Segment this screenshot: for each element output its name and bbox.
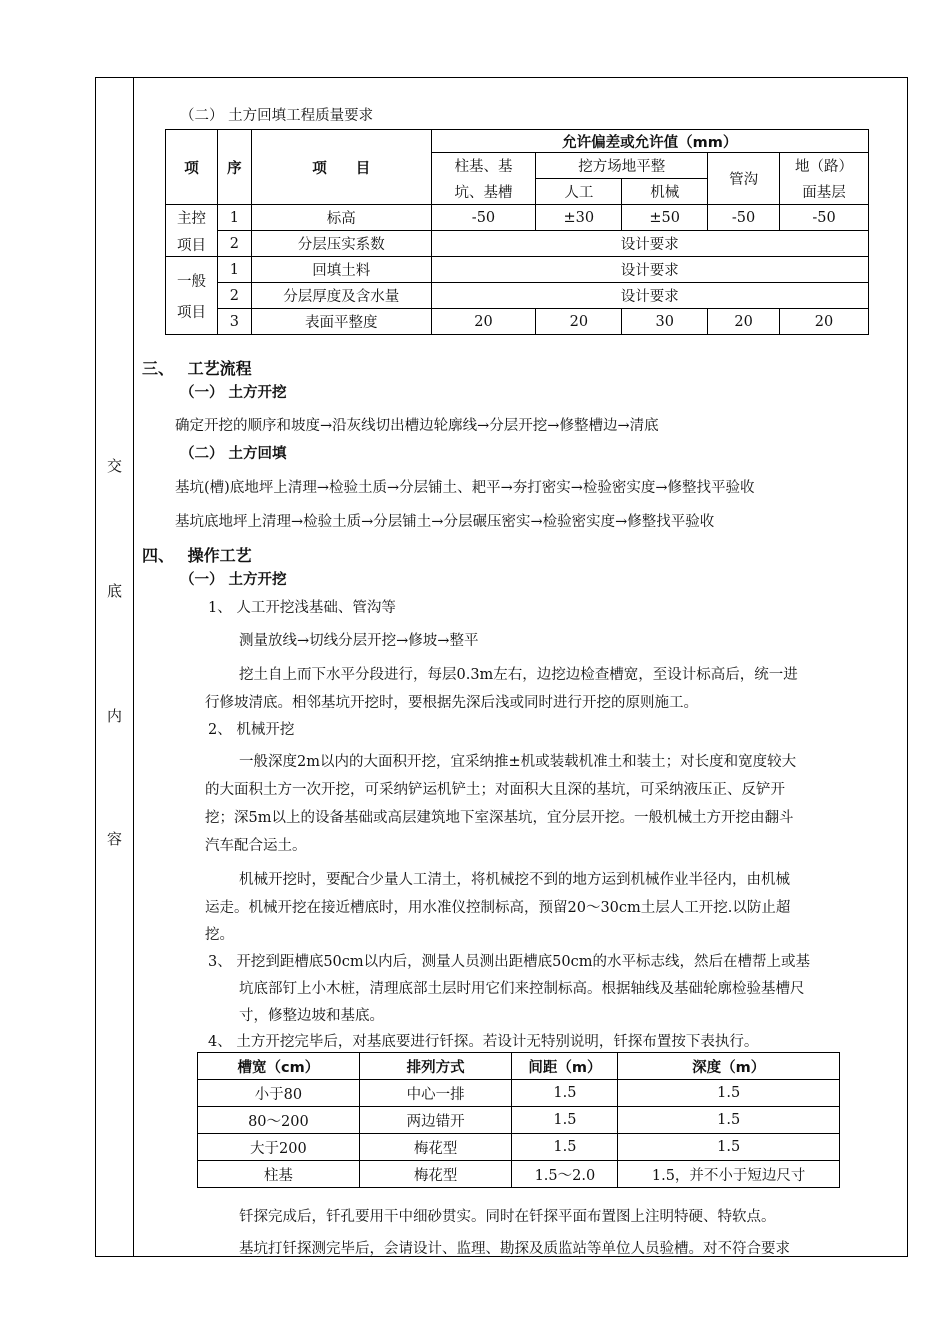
header-cell: 允许偏差或允许值（mm） xyxy=(431,130,868,153)
table-cell: 标高 xyxy=(251,205,431,231)
table-cell: 30 xyxy=(622,309,708,335)
table-cell: -50 xyxy=(431,205,536,231)
table-cell: 梅花型 xyxy=(359,1161,512,1188)
subsection-title: （二） 土方回填 xyxy=(180,446,287,462)
table-cell: 80～200 xyxy=(198,1107,360,1134)
header-cell: 挖方场地平整 xyxy=(536,153,708,179)
table-cell: 20 xyxy=(708,309,780,335)
table-cell: 20 xyxy=(780,309,869,335)
paragraph: 基坑(槽)底地坪上清理→检验土质→分层铺土、耙平→夯打密实→检验密实度→修整找平验收 xyxy=(175,480,755,496)
table-cell: 20 xyxy=(536,309,622,335)
section-title: 三、 工艺流程 xyxy=(142,359,252,378)
subsection-title: （一） 土方开挖 xyxy=(180,385,287,401)
item-title: 1、 人工开挖浅基础、管沟等 xyxy=(208,600,396,616)
paragraph-line: 3、 开挖到距槽底50cm以内后，测量人员测出距槽底50cm的水平标志线，然后在槽帮上或基 xyxy=(208,954,810,970)
header-cell: 排列方式 xyxy=(359,1053,512,1080)
group-label: 一般 xyxy=(176,273,206,290)
header-cell: 坑、基槽 xyxy=(431,179,536,205)
header-cell: 面基层 xyxy=(780,179,869,205)
paragraph-line: 挖土自上而下水平分段进行，每层0.3m左右，边挖边检查槽宽，至设计标高后，统一进 xyxy=(239,667,798,683)
table-cell: 分层厚度及含水量 xyxy=(251,283,431,309)
table-cell: 两边错开 xyxy=(359,1107,512,1134)
paragraph-line: 基坑打钎探测完毕后，会请设计、监理、勘探及质监站等单位人员验槽。对不符合要求 xyxy=(239,1241,790,1257)
table-cell: 中心一排 xyxy=(359,1080,512,1107)
table-cell: -50 xyxy=(708,205,780,231)
side-label-char: 容 xyxy=(106,830,122,848)
group-label: 项目 xyxy=(176,237,206,254)
table-cell: 设计要求 xyxy=(431,257,868,283)
table-cell: 1.5 xyxy=(618,1134,840,1161)
paragraph: 确定开挖的顺序和坡度→沿灰线切出槽边轮廓线→分层开挖→修整槽边→清底 xyxy=(175,418,659,434)
section-heading: （二） 土方回填工程质量要求 xyxy=(180,108,374,124)
table-cell: ±50 xyxy=(622,205,708,231)
table-cell: 1.5 xyxy=(512,1107,618,1134)
side-label-char: 内 xyxy=(106,707,122,725)
table-cell: 设计要求 xyxy=(431,283,868,309)
subsection-title: （一） 土方开挖 xyxy=(180,572,287,588)
header-cell: 地（路） xyxy=(780,153,869,179)
paragraph-line: 钎探完成后，钎孔要用干中细砂贯实。同时在钎探平面布置图上注明特硬、特软点。 xyxy=(239,1209,776,1225)
paragraph-line: 寸，修整边坡和基底。 xyxy=(239,1008,384,1024)
table-cell: 1.5 xyxy=(512,1134,618,1161)
table-cell: 小于80 xyxy=(198,1080,360,1107)
table-cell: ±30 xyxy=(536,205,622,231)
table-cell: 3 xyxy=(217,309,251,335)
table-row xyxy=(198,1080,840,1107)
paragraph-line: 坑底部钉上小木桩，清理底部土层时用它们来控制标高。根据轴线及基础轮廓检验基槽尺 xyxy=(239,981,805,997)
table-cell: 1.5 xyxy=(618,1107,840,1134)
paragraph-line: 4、 土方开挖完毕后，对基底要进行钎探。若设计无特别说明，钎探布置按下表执行。 xyxy=(208,1034,759,1050)
section-title: 四、 操作工艺 xyxy=(142,546,252,565)
header-cell: 人工 xyxy=(536,179,622,205)
side-label-char: 交 xyxy=(106,457,122,475)
group-label: 主控 xyxy=(176,210,206,227)
paragraph-line: 挖；深5m以上的设备基础或高层建筑地下室深基坑，宜分层开挖。一般机械土方开挖由翻斗 xyxy=(205,810,794,826)
header-cell: 机械 xyxy=(622,179,708,205)
table-cell: 1.5 xyxy=(512,1080,618,1107)
group-cell xyxy=(166,205,218,257)
table-cell: 1.5 xyxy=(618,1080,840,1107)
header-cell: 深度（m） xyxy=(618,1053,840,1080)
table-cell: 1 xyxy=(217,205,251,231)
header-cell: 项 xyxy=(166,130,218,205)
table-row xyxy=(198,1107,840,1134)
header-cell: 槽宽（cm） xyxy=(198,1053,360,1080)
paragraph: 测量放线→切线分层开挖→修坡→整平 xyxy=(239,633,479,649)
paragraph-line: 行修坡清底。相邻基坑开挖时，要根据先深后浅或同时进行开挖的原则施工。 xyxy=(205,695,698,711)
table-cell: -50 xyxy=(780,205,869,231)
table-cell: 20 xyxy=(431,309,536,335)
paragraph-line: 的大面积土方一次开挖，可采纳铲运机铲土；对面积大且深的基坑，可采纳液压正、反铲开 xyxy=(205,782,785,798)
paragraph: 基坑底地坪上清理→检验土质→分层铺土→分层碾压密实→检验密实度→修整找平验收 xyxy=(175,514,715,530)
header-cell: 柱基、基 xyxy=(431,153,536,179)
table-cell: 分层压实系数 xyxy=(251,231,431,257)
table-cell: 1.5，并不小于短边尺寸 xyxy=(618,1161,840,1188)
table-cell: 大于200 xyxy=(198,1134,360,1161)
paragraph-line: 汽车配合运土。 xyxy=(205,838,307,854)
item-title: 2、 机械开挖 xyxy=(208,722,295,738)
paragraph-line: 机械开挖时，要配合少量人工清土，将机械挖不到的地方运到机械作业半径内，由机械 xyxy=(239,872,790,888)
header-cell: 管沟 xyxy=(708,153,780,205)
group-label: 项目 xyxy=(176,304,206,321)
backfill-quality-table xyxy=(165,129,869,335)
table-cell: 设计要求 xyxy=(431,231,868,257)
paragraph-line: 一般深度2m以内的大面积开挖，宜采纳推±机或装载机准土和装土；对长度和宽度较大 xyxy=(239,754,797,770)
table-cell: 1.5～2.0 xyxy=(512,1161,618,1188)
paragraph-line: 挖。 xyxy=(205,927,234,943)
table-cell: 梅花型 xyxy=(359,1134,512,1161)
table-cell: 1 xyxy=(217,257,251,283)
column-divider xyxy=(133,77,134,1257)
table-row xyxy=(198,1134,840,1161)
table-cell: 2 xyxy=(217,283,251,309)
probe-layout-table xyxy=(197,1052,840,1188)
table-cell: 回填土料 xyxy=(251,257,431,283)
header-cell: 项 目 xyxy=(251,130,431,205)
side-label-char: 底 xyxy=(106,582,122,600)
table-row xyxy=(198,1161,840,1188)
table-cell: 2 xyxy=(217,231,251,257)
header-cell: 间距（m） xyxy=(512,1053,618,1080)
header-cell: 序 xyxy=(217,130,251,205)
table-cell: 表面平整度 xyxy=(251,309,431,335)
group-cell xyxy=(166,257,218,335)
paragraph-line: 运走。机械开挖在接近槽底时，用水准仪控制标高，预留20～30cm土层人工开挖.以防止超 xyxy=(205,900,791,916)
table-cell: 柱基 xyxy=(198,1161,360,1188)
